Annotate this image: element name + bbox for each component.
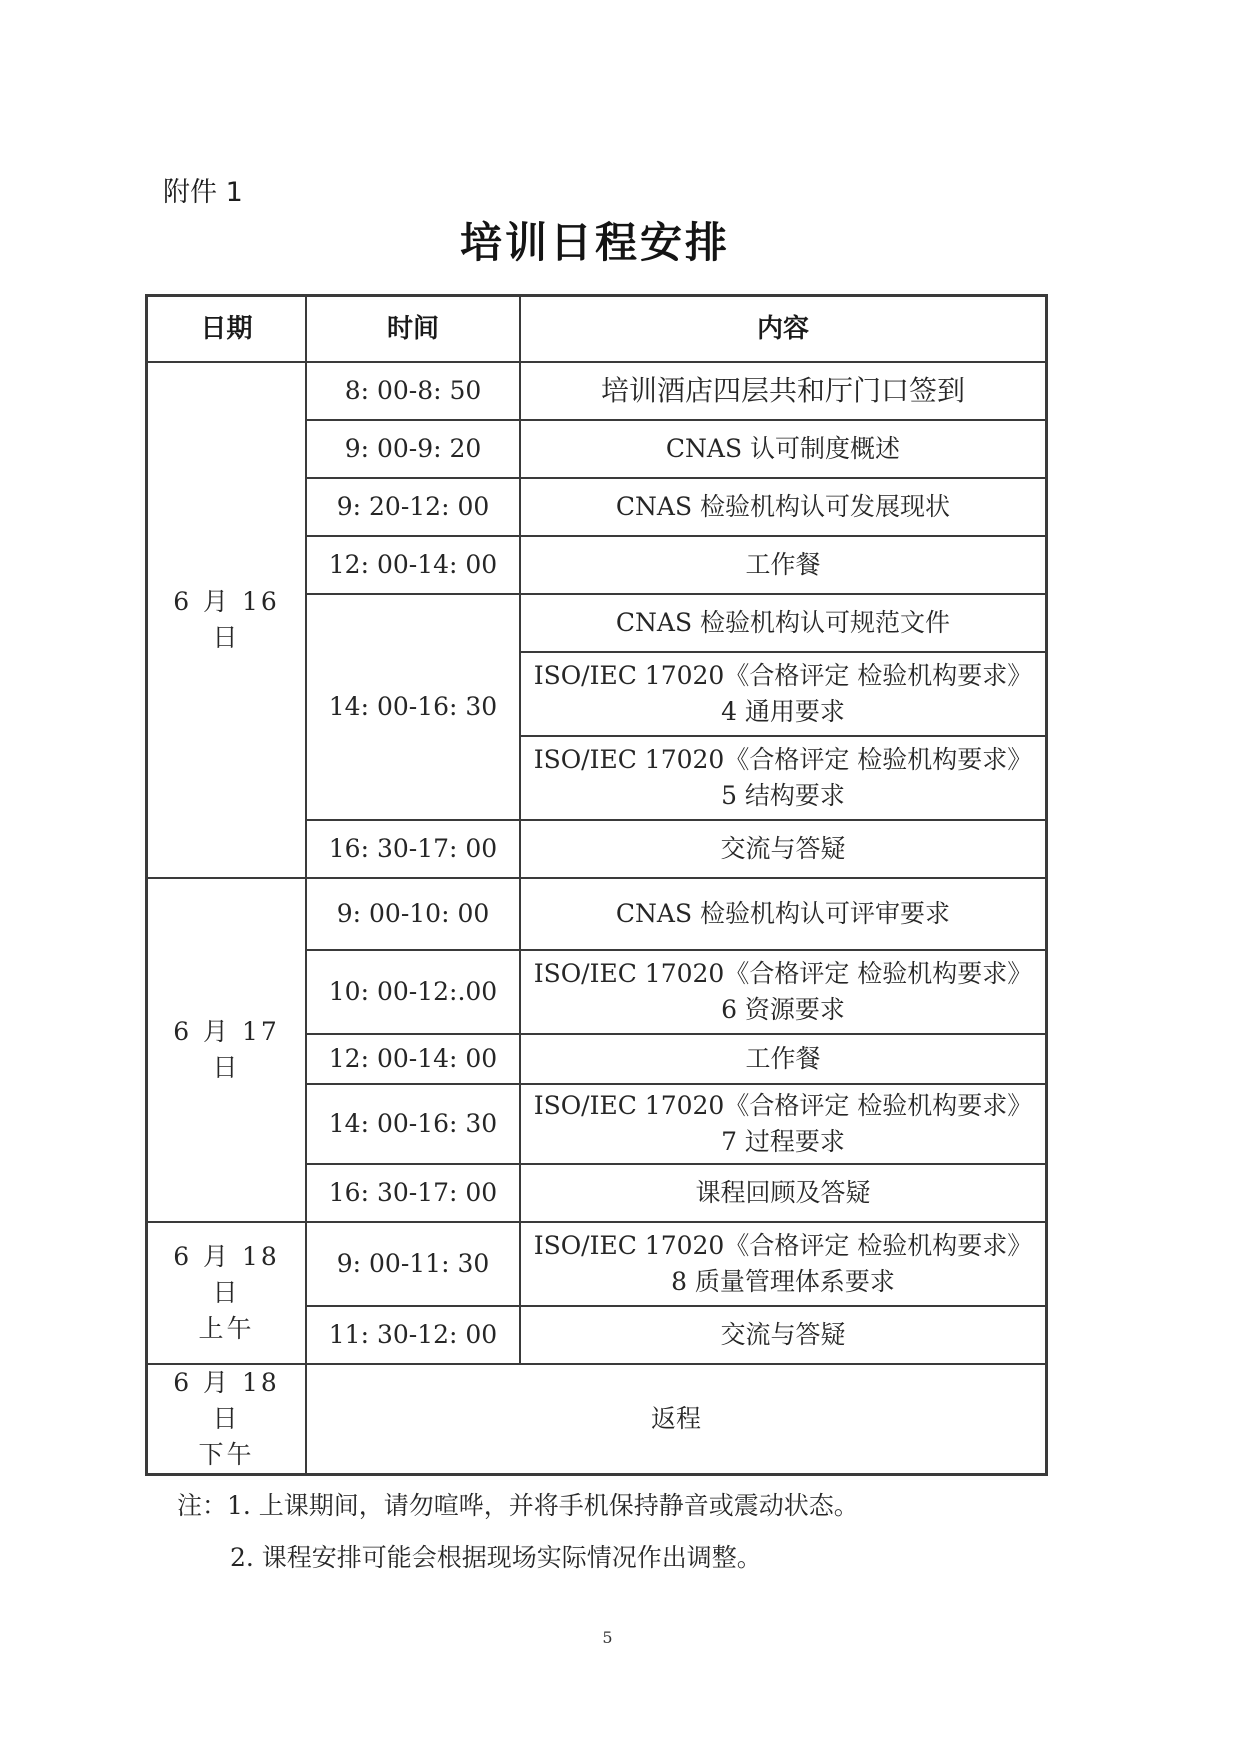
time-cell: 16: 30-17: 00	[306, 820, 520, 878]
schedule-table	[145, 294, 1048, 1476]
table-row	[147, 1364, 1047, 1475]
content-line: ISO/IEC 17020《合格评定 检验机构要求》	[533, 661, 1033, 690]
content-cell: CNAS 检验机构认可评审要求	[520, 878, 1047, 950]
content-cell-return: 返程	[306, 1364, 1047, 1475]
content-line: ISO/IEC 17020《合格评定 检验机构要求》	[533, 1091, 1033, 1120]
content-cell: 培训酒店四层共和厅门口签到	[520, 362, 1047, 420]
time-cell: 14: 00-16: 30	[306, 594, 520, 820]
table-row	[147, 362, 1047, 420]
document-title: 培训日程安排	[459, 218, 730, 267]
time-cell: 9: 00-11: 30	[306, 1222, 520, 1306]
content-line: 5 结构要求	[721, 781, 845, 810]
date-cell-day3-am	[147, 1222, 307, 1364]
content-cell: 工作餐	[520, 1034, 1047, 1084]
content-cell	[520, 736, 1047, 820]
time-cell: 16: 30-17: 00	[306, 1164, 520, 1222]
content-cell	[520, 1222, 1047, 1306]
attachment-label: 附件 1	[163, 177, 243, 208]
page-number: 5	[602, 1628, 613, 1647]
content-cell: CNAS 检验机构认可规范文件	[520, 594, 1047, 652]
content-line: ISO/IEC 17020《合格评定 检验机构要求》	[533, 1231, 1033, 1260]
content-cell: CNAS 认可制度概述	[520, 420, 1047, 478]
time-cell: 11: 30-12: 00	[306, 1306, 520, 1364]
content-cell	[520, 1084, 1047, 1164]
content-cell: 交流与答疑	[520, 1306, 1047, 1364]
header-time: 时间	[306, 296, 520, 363]
date-cell-day3-pm	[147, 1364, 307, 1475]
content-line: 4 通用要求	[721, 697, 845, 726]
time-cell: 9: 00-9: 20	[306, 420, 520, 478]
table-row	[147, 1222, 1047, 1306]
time-cell: 9: 00-10: 00	[306, 878, 520, 950]
time-cell: 12: 00-14: 00	[306, 1034, 520, 1084]
note-line-1: 注：1. 上课期间，请勿喧哗，并将手机保持静音或震动状态。	[177, 1491, 859, 1520]
content-line: ISO/IEC 17020《合格评定 检验机构要求》	[533, 745, 1033, 774]
table-header-row	[147, 296, 1047, 363]
header-date: 日期	[147, 296, 307, 363]
table-row	[147, 878, 1047, 950]
date-cell-day2: 6 月 17 日	[147, 878, 307, 1222]
date-line: 上午	[198, 1314, 255, 1343]
content-line: ISO/IEC 17020《合格评定 检验机构要求》	[533, 959, 1033, 988]
time-cell: 12: 00-14: 00	[306, 536, 520, 594]
date-line: 下午	[198, 1440, 255, 1469]
date-line: 6 月 18 日	[173, 1368, 280, 1433]
date-line: 6 月 18 日	[173, 1242, 280, 1307]
content-cell: 交流与答疑	[520, 820, 1047, 878]
note-line-2: 2. 课程安排可能会根据现场实际情况作出调整。	[230, 1543, 762, 1572]
notes	[177, 1480, 859, 1584]
content-line: 7 过程要求	[721, 1127, 845, 1156]
content-cell	[520, 950, 1047, 1034]
content-cell: 工作餐	[520, 536, 1047, 594]
content-line: 6 资源要求	[721, 995, 845, 1024]
content-cell: 课程回顾及答疑	[520, 1164, 1047, 1222]
content-cell	[520, 652, 1047, 736]
time-cell: 14: 00-16: 30	[306, 1084, 520, 1164]
time-cell: 9: 20-12: 00	[306, 478, 520, 536]
time-cell: 8: 00-8: 50	[306, 362, 520, 420]
content-line: 8 质量管理体系要求	[671, 1267, 895, 1296]
header-content: 内容	[520, 296, 1047, 363]
content-cell: CNAS 检验机构认可发展现状	[520, 478, 1047, 536]
date-cell-day1: 6 月 16 日	[147, 362, 307, 878]
time-cell: 10: 00-12:.00	[306, 950, 520, 1034]
